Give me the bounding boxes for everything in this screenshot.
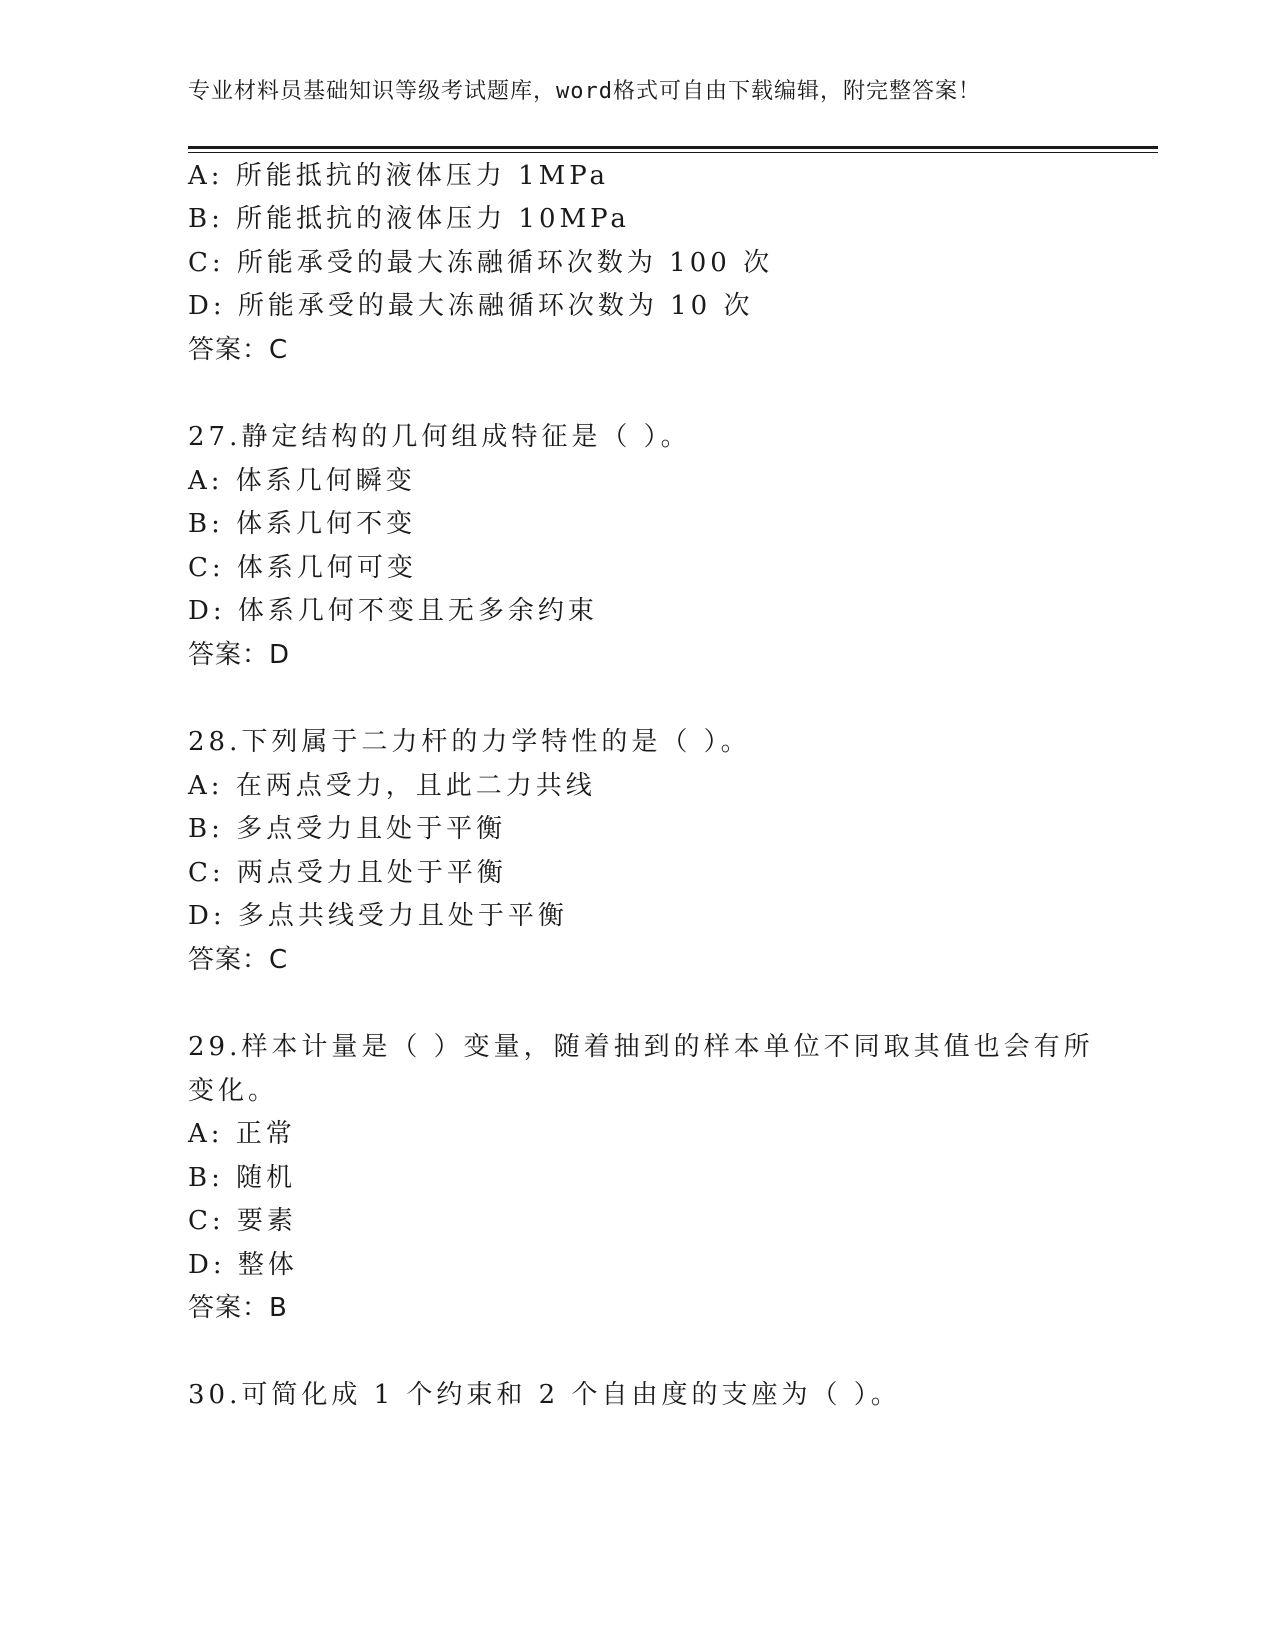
q29-option-a: A: 正常	[188, 1119, 296, 1149]
q28-option-d: D: 多点共线受力且处于平衡	[188, 901, 568, 931]
q27-option-b: B: 体系几何不变	[188, 509, 417, 539]
q26-option-a: A: 所能抵抗的液体压力 1MPa	[188, 161, 610, 191]
q28-option-c: C: 两点受力且处于平衡	[188, 858, 507, 888]
q27-question: 27.静定结构的几何组成特征是（ ）。	[188, 422, 691, 452]
q29-answer: 答案：B	[188, 1293, 288, 1323]
q29-option-b: B: 随机	[188, 1163, 297, 1193]
q28-option-b: B: 多点受力且处于平衡	[188, 814, 507, 844]
q27-answer: 答案：D	[188, 640, 291, 670]
q28-option-a: A: 在两点受力，且此二力共线	[188, 771, 596, 801]
q29-option-c: C: 要素	[188, 1206, 297, 1236]
q29-question-line1: 29.样本计量是（ ）变量，随着抽到的样本单位不同取其值也会有所	[188, 1032, 1094, 1062]
q26-answer: 答案：C	[188, 335, 289, 365]
q27-option-d: D: 体系几何不变且无多余约束	[188, 596, 598, 626]
q27-option-a: A: 体系几何瞬变	[188, 466, 416, 496]
q28-answer: 答案：C	[188, 945, 289, 975]
q30-question: 30.可简化成 1 个约束和 2 个自由度的支座为（ ）。	[188, 1380, 901, 1410]
q27-option-c: C: 体系几何可变	[188, 553, 417, 583]
q26-option-b: B: 所能抵抗的液体压力 10MPa	[188, 204, 630, 234]
q26-option-c: C: 所能承受的最大冻融循环次数为 100 次	[188, 248, 774, 278]
q28-question: 28.下列属于二力杆的力学特性的是（ ）。	[188, 727, 751, 757]
q29-question-line2: 变化。	[188, 1076, 279, 1106]
q29-option-d: D: 整体	[188, 1250, 298, 1280]
header-rule-thin	[188, 152, 1158, 153]
q26-option-d: D: 所能承受的最大冻融循环次数为 10 次	[188, 291, 754, 321]
header-rule	[188, 146, 1158, 149]
page-header: 专业材料员基础知识等级考试题库，word格式可自由下载编辑，附完整答案！	[188, 79, 981, 104]
